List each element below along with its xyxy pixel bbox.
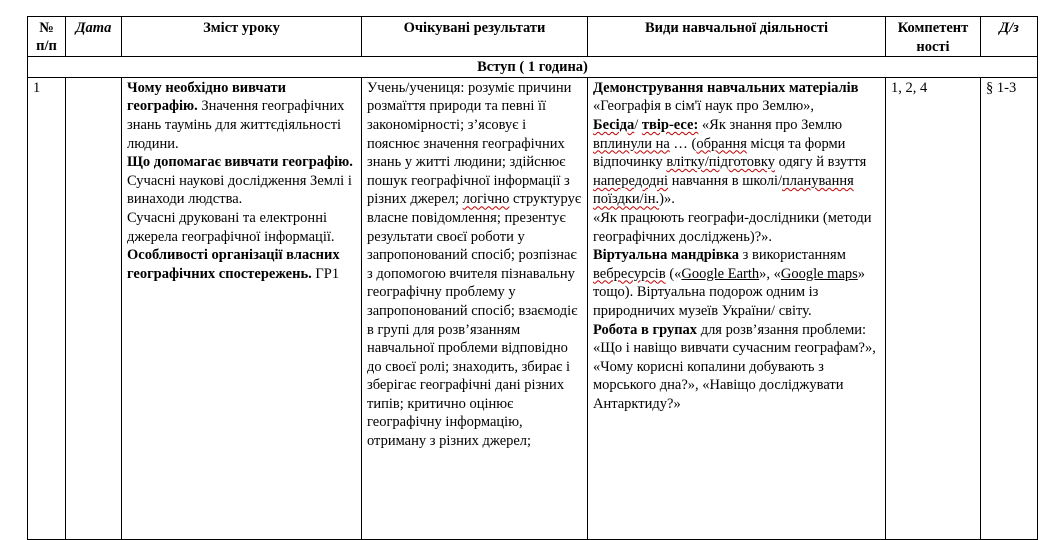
- activity-2-word-4: напередодні: [593, 172, 669, 189]
- activity-2-title-1: Бесіда: [593, 116, 635, 133]
- lesson-plan-table: [27, 16, 1038, 540]
- content-question-2: Що допомагає вивчати географію.: [127, 154, 353, 171]
- content-question-1: Чому необхідно вивчати географію.: [127, 79, 286, 115]
- content-question-3: Особливості організації власних географічних спостережень.: [127, 247, 340, 282]
- activity-2: [593, 116, 880, 209]
- header-results: Очікувані результати: [362, 17, 588, 57]
- row-activities: [588, 77, 886, 539]
- row-content: [122, 77, 362, 539]
- results-text-1: Учень/учениця: розуміє причини розмаїття природи та певні її закономірності; з’ясовує і пояснює значення географічних знань у житті людини; здійснює пошук географічної інформації з різних джерел;: [367, 79, 572, 208]
- activity-5-title: Робота в групах: [593, 321, 698, 338]
- results-text-2: структурує власне повідомлення; презентує результати своєї роботи у запропонований спосіб; розпізнає з допомогою вчителя пізнавальну географічну проблему у запропонований спосіб; взаємодіє в групі для розв’язанням навчальної проблеми відповідно до своєї ролі; знаходить, збирає і зберігає географічні дані різних типів; критично оцінює географічну інформацію, отриману з різних джерел;: [367, 191, 582, 450]
- content-para-3: Сучасні друковані та електронні джерела географічної інформації.: [127, 209, 335, 245]
- content-text-4: ГР1: [311, 265, 340, 282]
- header-homework: Д/з: [981, 17, 1038, 57]
- activity-4-title: Віртуальна мандрівка: [593, 247, 739, 264]
- activity-1-text: «Географія в сім'ї наук про Землю»,: [593, 98, 815, 115]
- content-para-4: [127, 246, 356, 283]
- header-date: Дата: [66, 17, 122, 57]
- content-text-1: Значення географічних знань таумінь для життєдіяльності людини.: [127, 98, 345, 152]
- content-text-2: Сучасні наукові дослідження Землі і винаходи людства.: [127, 172, 352, 208]
- header-num: № п/п: [28, 17, 66, 57]
- row-date: [66, 77, 122, 539]
- row-homework: § 1-3: [981, 77, 1038, 539]
- activity-2-text-6: )».: [659, 191, 675, 208]
- activity-4-text-1: з використанням: [739, 247, 846, 264]
- row-num: 1: [28, 77, 66, 539]
- header-row: [28, 17, 1038, 57]
- activity-2-title-2: твір-есе:: [641, 116, 699, 133]
- activity-3: «Як працюють географи-дослідники (методи географічних досліджень)?».: [593, 209, 872, 245]
- header-activities: Види навчальної діяльності: [588, 17, 886, 57]
- activity-4-link-google-maps[interactable]: Google maps: [780, 265, 858, 282]
- activity-2-word-5: планування поїздки/ін.: [593, 172, 854, 208]
- activity-4-text-3: », «: [759, 265, 781, 282]
- activity-5: [593, 321, 880, 414]
- content-para-1: [127, 79, 356, 153]
- activity-2-word-1: вплинули на: [593, 135, 670, 152]
- activity-4-text-2: («: [665, 265, 682, 282]
- activity-4-text-4: » тощо). Віртуальна подорож одним із природничих музеїв України/ світу.: [593, 265, 866, 319]
- activity-4-word-1: вебресурсів: [593, 265, 666, 282]
- table-row: [28, 77, 1038, 539]
- activity-2-text-5: навчання в школі/: [668, 172, 783, 189]
- row-competence: 1, 2, 4: [886, 77, 981, 539]
- activity-4: [593, 246, 880, 320]
- section-title: Вступ ( 1 година): [28, 57, 1038, 78]
- activity-1: [593, 79, 880, 116]
- activity-5-text: для розв’язання проблеми: «Що і навіщо вивчати сучасним географам?», «Чому корисні копалини добувають з морського дна?», «Навіщо досліджувати Антарктиду?»: [593, 321, 876, 412]
- activity-2-text-4: одягу й взуття: [774, 154, 867, 171]
- results-word-1: логічно: [462, 191, 510, 208]
- activity-2-word-2: обрання: [696, 135, 747, 152]
- activity-4-link-google-earth[interactable]: Google Earth: [681, 265, 760, 282]
- row-results: [362, 77, 588, 539]
- activity-2-text-2: … (: [669, 135, 697, 152]
- content-para-2: [127, 153, 356, 209]
- header-competence: Компетент ності: [886, 17, 981, 57]
- header-content: Зміст уроку: [122, 17, 362, 57]
- activity-2-word-3: влітку/підготовку: [666, 154, 775, 171]
- activity-1-title: Демонстрування навчальних матеріалів: [593, 79, 859, 96]
- activity-2-sep: /: [634, 116, 642, 133]
- activity-2-text-3: місця та форми відпочинку: [593, 135, 846, 171]
- activity-2-text-1: «Як знання про Землю: [698, 116, 843, 133]
- section-row: [28, 57, 1038, 78]
